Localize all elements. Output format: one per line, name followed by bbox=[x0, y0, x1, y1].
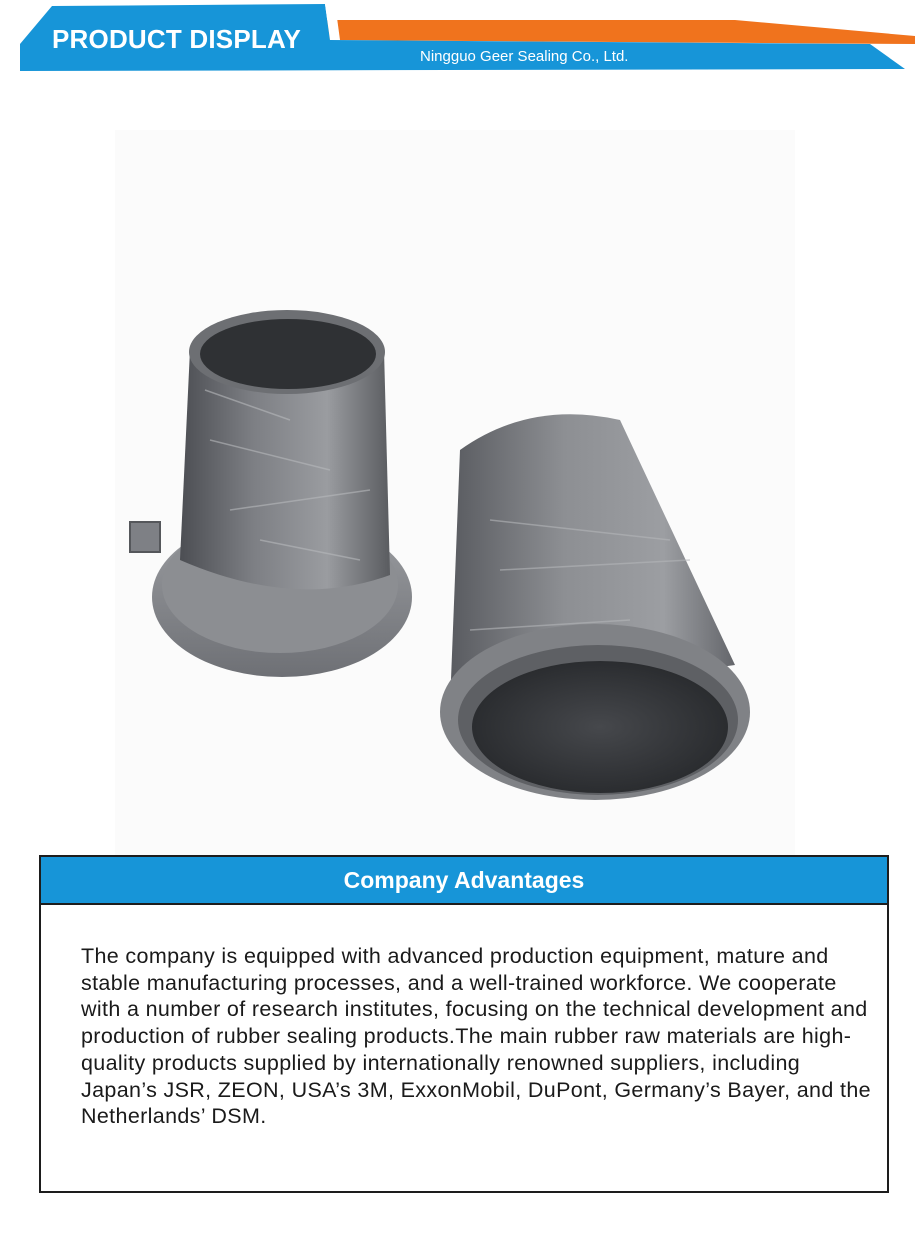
page-title: PRODUCT DISPLAY bbox=[52, 24, 302, 54]
company-advantages-panel bbox=[39, 855, 889, 1193]
company-name: Ningguo Geer Sealing Co., Ltd. bbox=[420, 48, 629, 65]
company-advantages-header bbox=[41, 857, 887, 905]
product-photo bbox=[30, 90, 890, 860]
product-display-banner bbox=[0, 0, 915, 80]
company-advantages-text: The company is equipped with advanced production equipment, mature and stable manufacturing processes, and a well-trained workforce. We cooperate with a number of research institutes, focusing on the technical development and production of rubber sealing products.The main rubber raw materials are high-quality products supplied by internationally renowned suppliers, including Japan’s JSR, ZEON, USA’s 3M, ExxonMobil, DuPont, Germany’s Bayer, and the Netherlands’ DSM. bbox=[81, 944, 871, 1129]
metal-flanged-bushings-icon bbox=[30, 90, 890, 860]
company-advantages-title: Company Advantages bbox=[343, 866, 585, 893]
